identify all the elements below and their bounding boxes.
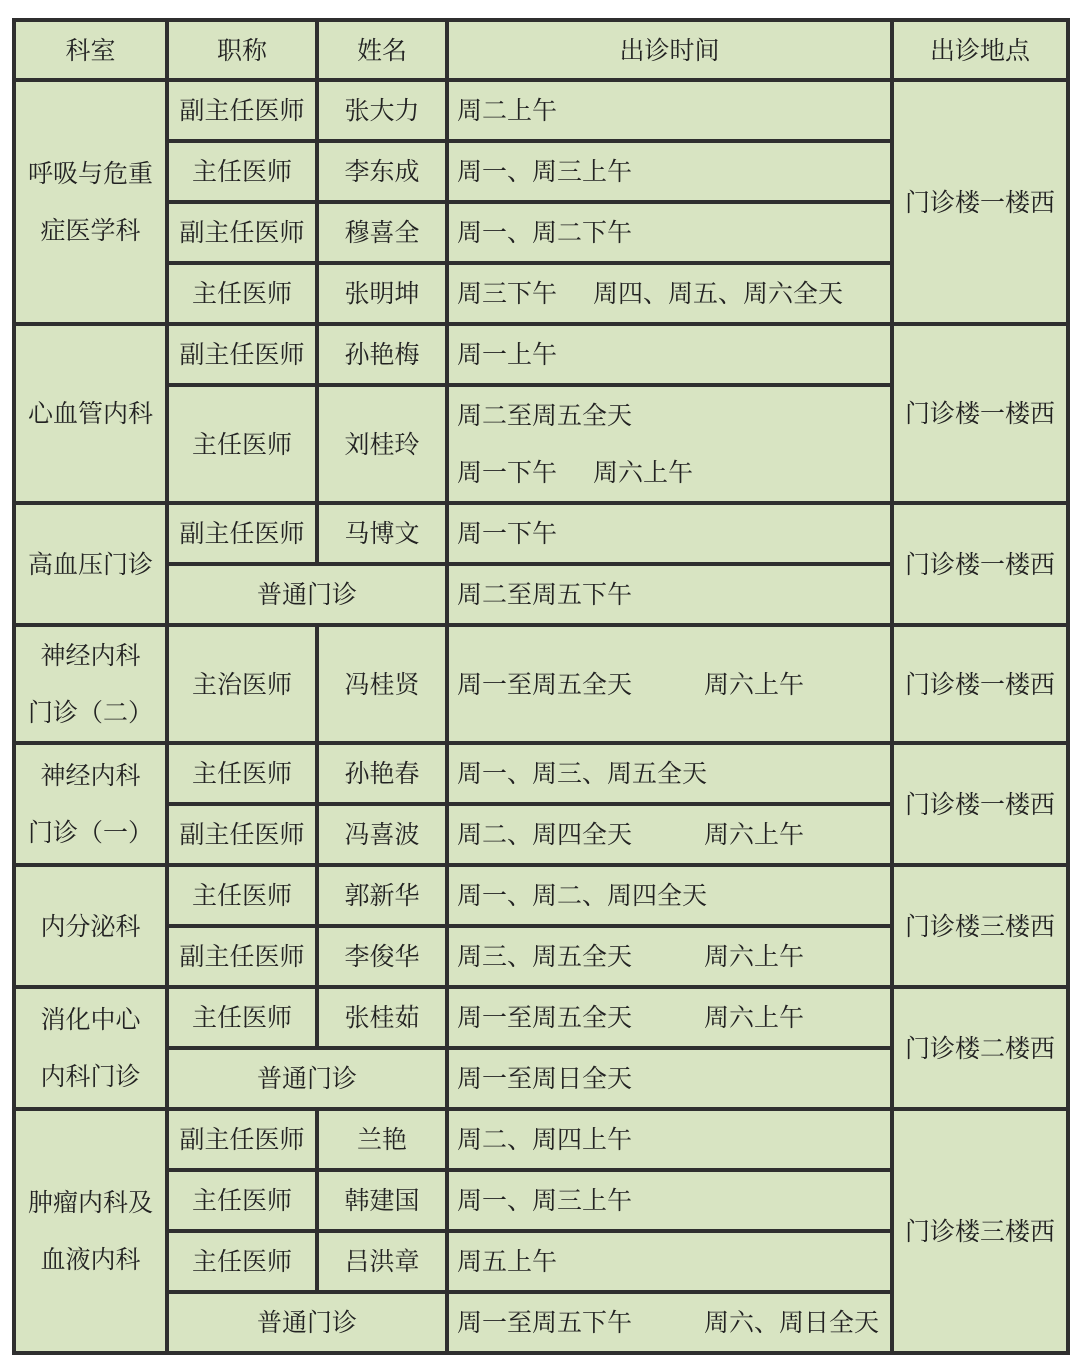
general-clinic-label: 普通门诊 bbox=[256, 1308, 357, 1337]
doctor-name-cell bbox=[317, 804, 447, 865]
doctor-name: 冯桂贤 bbox=[344, 669, 420, 699]
clinic-time-cell bbox=[447, 926, 892, 987]
doctor-name: 张大力 bbox=[344, 96, 420, 125]
doctor-name-cell bbox=[317, 865, 447, 926]
department-name-line: 内分泌科 bbox=[40, 911, 141, 941]
clinic-time-segment: 周二上午 bbox=[457, 96, 558, 125]
general-clinic-label: 普通门诊 bbox=[256, 1064, 357, 1093]
department-name-line: 高血压门诊 bbox=[27, 549, 153, 579]
doctor-name: 张桂茹 bbox=[344, 1003, 420, 1032]
clinic-time-segment: 周一、周二、周四全天 bbox=[457, 881, 708, 910]
doctor-name-cell bbox=[317, 1170, 447, 1231]
clinic-time-cell bbox=[447, 1109, 892, 1170]
department-cell bbox=[14, 324, 167, 503]
doctor-name-cell bbox=[317, 987, 447, 1048]
clinic-location: 门诊楼二楼西 bbox=[904, 1033, 1055, 1063]
table-row bbox=[14, 503, 1068, 564]
doctor-title: 主任医师 bbox=[191, 1003, 292, 1032]
doctor-title-cell bbox=[167, 80, 317, 141]
clinic-time-line bbox=[457, 82, 890, 139]
doctor-name-cell bbox=[317, 263, 447, 324]
doctor-name: 李俊华 bbox=[344, 942, 420, 971]
table-row bbox=[14, 80, 1068, 141]
location-cell bbox=[892, 625, 1068, 743]
clinic-time-segment: 周六上午 bbox=[593, 458, 694, 487]
doctor-title-cell bbox=[167, 263, 317, 324]
doctor-title: 副主任医师 bbox=[179, 1125, 305, 1154]
clinic-time-line bbox=[457, 566, 890, 623]
clinic-time-cell bbox=[447, 743, 892, 804]
clinic-time-line bbox=[457, 1111, 890, 1168]
doctor-name: 兰艳 bbox=[356, 1125, 407, 1154]
clinic-time-segment: 周三下午 bbox=[457, 279, 558, 308]
department-cell bbox=[14, 625, 167, 743]
clinic-time-segment: 周四、周五、周六全天 bbox=[593, 279, 844, 308]
clinic-location: 门诊楼一楼西 bbox=[904, 549, 1055, 579]
clinic-time-segment: 周二、周四上午 bbox=[457, 1125, 633, 1154]
clinic-time-line bbox=[457, 989, 890, 1046]
doctor-title: 副主任医师 bbox=[179, 942, 305, 971]
clinic-time-cell bbox=[447, 503, 892, 564]
doctor-title-cell bbox=[167, 926, 317, 987]
general-clinic-cell bbox=[167, 564, 447, 625]
clinic-time-segment: 周一至周五全天 bbox=[457, 669, 633, 699]
doctor-title: 副主任医师 bbox=[179, 340, 305, 369]
department-name-line: 消化中心 bbox=[40, 1005, 141, 1034]
doctor-title: 主任医师 bbox=[191, 1186, 292, 1215]
clinic-time-line bbox=[457, 444, 890, 501]
location-cell bbox=[892, 503, 1068, 625]
clinic-time-line bbox=[457, 326, 890, 383]
doctor-name-cell bbox=[317, 625, 447, 743]
header-time: 出诊时间 bbox=[447, 20, 892, 80]
clinic-time-segment: 周一下午 bbox=[457, 458, 558, 487]
doctor-title-cell bbox=[167, 1109, 317, 1170]
doctor-title: 主任医师 bbox=[191, 429, 292, 459]
clinic-time-line bbox=[457, 745, 890, 802]
doctor-title-cell bbox=[167, 743, 317, 804]
department-name-line: 门诊（二） bbox=[27, 698, 153, 727]
clinic-time-cell bbox=[447, 625, 892, 743]
location-cell bbox=[892, 80, 1068, 324]
doctor-name-cell bbox=[317, 743, 447, 804]
doctor-title: 副主任医师 bbox=[179, 96, 305, 125]
department-cell bbox=[14, 503, 167, 625]
doctor-title: 主任医师 bbox=[191, 1247, 292, 1276]
doctor-title: 主任医师 bbox=[191, 157, 292, 186]
clinic-location: 门诊楼三楼西 bbox=[904, 911, 1055, 941]
clinic-time-segment: 周二至周五下午 bbox=[457, 580, 633, 609]
clinic-time-segment: 周一至周五全天 bbox=[457, 1003, 633, 1032]
clinic-time-segment: 周一、周三上午 bbox=[457, 157, 633, 186]
clinic-location: 门诊楼一楼西 bbox=[904, 187, 1055, 217]
doctor-name-cell bbox=[317, 1109, 447, 1170]
doctor-name-cell bbox=[317, 926, 447, 987]
header-department: 科室 bbox=[14, 20, 167, 80]
doctor-name: 李东成 bbox=[344, 157, 420, 186]
clinic-time-segment: 周一上午 bbox=[457, 340, 558, 369]
table-row bbox=[14, 625, 1068, 743]
clinic-time-cell bbox=[447, 324, 892, 385]
doctor-title-cell bbox=[167, 503, 317, 564]
doctor-title: 主任医师 bbox=[191, 759, 292, 788]
clinic-time-cell bbox=[447, 80, 892, 141]
general-clinic-label: 普通门诊 bbox=[256, 580, 357, 609]
clinic-time-line bbox=[457, 656, 890, 713]
department-cell bbox=[14, 80, 167, 324]
clinic-time-line bbox=[457, 928, 890, 985]
department-name-line: 血液内科 bbox=[40, 1245, 141, 1274]
doctor-title: 主任医师 bbox=[191, 881, 292, 910]
doctor-title: 副主任医师 bbox=[179, 218, 305, 247]
doctor-name-cell bbox=[317, 324, 447, 385]
clinic-time-cell bbox=[447, 1048, 892, 1109]
clinic-time-segment: 周一至周日全天 bbox=[457, 1064, 633, 1093]
header-title: 职称 bbox=[167, 20, 317, 80]
doctor-title-cell bbox=[167, 202, 317, 263]
department-name-line: 门诊（一） bbox=[27, 818, 153, 847]
doctor-name-cell bbox=[317, 503, 447, 564]
clinic-time-cell bbox=[447, 141, 892, 202]
doctor-name-cell bbox=[317, 141, 447, 202]
department-name-line: 症医学科 bbox=[40, 216, 141, 245]
clinic-time-segment: 周一下午 bbox=[457, 519, 558, 548]
doctor-name-cell bbox=[317, 1231, 447, 1292]
clinic-time-line bbox=[457, 867, 890, 924]
clinic-time-segment: 周三、周五全天 bbox=[457, 942, 633, 971]
location-cell bbox=[892, 743, 1068, 865]
doctor-name: 穆喜全 bbox=[344, 218, 420, 247]
doctor-name: 张明坤 bbox=[344, 279, 420, 308]
clinic-time-cell bbox=[447, 987, 892, 1048]
doctor-name: 冯喜波 bbox=[344, 820, 420, 849]
location-cell bbox=[892, 865, 1068, 987]
doctor-title: 主治医师 bbox=[191, 669, 292, 699]
clinic-location: 门诊楼三楼西 bbox=[904, 1216, 1055, 1246]
doctor-title-cell bbox=[167, 625, 317, 743]
clinic-time-cell bbox=[447, 1231, 892, 1292]
department-name-line: 心血管内科 bbox=[27, 399, 153, 428]
clinic-time-segment: 周六上午 bbox=[704, 1003, 805, 1032]
clinic-time-line bbox=[457, 505, 890, 562]
clinic-time-segment: 周二至周五全天 bbox=[457, 401, 633, 430]
table-row bbox=[14, 1109, 1068, 1170]
clinic-time-line bbox=[457, 204, 890, 261]
table-row bbox=[14, 743, 1068, 804]
schedule-table-wrapper bbox=[12, 18, 1070, 1355]
doctor-title-cell bbox=[167, 865, 317, 926]
clinic-location: 门诊楼一楼西 bbox=[904, 669, 1055, 699]
clinic-time-cell bbox=[447, 1170, 892, 1231]
location-cell bbox=[892, 987, 1068, 1109]
doctor-title-cell bbox=[167, 324, 317, 385]
department-cell bbox=[14, 1109, 167, 1353]
clinic-time-cell bbox=[447, 804, 892, 865]
doctor-name: 马博文 bbox=[344, 519, 420, 548]
clinic-time-line bbox=[457, 387, 890, 444]
doctor-name: 孙艳春 bbox=[344, 759, 420, 788]
doctor-name-cell bbox=[317, 385, 447, 503]
doctor-title: 主任医师 bbox=[191, 279, 292, 308]
clinic-time-cell bbox=[447, 263, 892, 324]
table-row bbox=[14, 987, 1068, 1048]
clinic-time-line bbox=[457, 1233, 890, 1290]
general-clinic-cell bbox=[167, 1048, 447, 1109]
clinic-time-cell bbox=[447, 1292, 892, 1353]
header-location: 出诊地点 bbox=[892, 20, 1068, 80]
clinic-time-line bbox=[457, 1050, 890, 1107]
clinic-time-segment: 周一、周三上午 bbox=[457, 1186, 633, 1215]
clinic-time-line bbox=[457, 1172, 890, 1229]
department-name-line: 内科门诊 bbox=[40, 1062, 141, 1091]
department-name-line: 神经内科 bbox=[40, 761, 141, 790]
department-name-line: 神经内科 bbox=[40, 641, 141, 670]
header-row bbox=[14, 20, 1068, 80]
clinic-time-segment: 周六上午 bbox=[704, 820, 805, 849]
clinic-location: 门诊楼一楼西 bbox=[904, 399, 1055, 428]
doctor-title-cell bbox=[167, 987, 317, 1048]
department-cell bbox=[14, 865, 167, 987]
clinic-time-segment: 周一、周二下午 bbox=[457, 218, 633, 247]
doctor-title-cell bbox=[167, 385, 317, 503]
clinic-time-cell bbox=[447, 385, 892, 503]
clinic-time-cell bbox=[447, 202, 892, 263]
general-clinic-cell bbox=[167, 1292, 447, 1353]
table-row bbox=[14, 865, 1068, 926]
doctor-title: 副主任医师 bbox=[179, 519, 305, 548]
clinic-time-line bbox=[457, 265, 890, 322]
department-name-line: 肿瘤内科及 bbox=[27, 1188, 153, 1217]
department-name-line: 呼吸与危重 bbox=[27, 159, 153, 188]
table-row bbox=[14, 324, 1068, 385]
department-cell bbox=[14, 743, 167, 865]
doctor-name: 韩建国 bbox=[344, 1186, 420, 1215]
clinic-time-line bbox=[457, 1294, 890, 1351]
location-cell bbox=[892, 1109, 1068, 1353]
header-name: 姓名 bbox=[317, 20, 447, 80]
clinic-time-segment: 周六上午 bbox=[704, 669, 805, 699]
clinic-time-segment: 周一、周三、周五全天 bbox=[457, 759, 708, 788]
doctor-name: 孙艳梅 bbox=[344, 340, 420, 369]
doctor-name: 吕洪章 bbox=[344, 1247, 420, 1276]
clinic-schedule-table bbox=[12, 18, 1070, 1355]
clinic-time-segment: 周六上午 bbox=[704, 942, 805, 971]
doctor-title-cell bbox=[167, 1231, 317, 1292]
clinic-time-segment: 周五上午 bbox=[457, 1247, 558, 1276]
doctor-title: 副主任医师 bbox=[179, 820, 305, 849]
doctor-title-cell bbox=[167, 1170, 317, 1231]
clinic-time-segment: 周一至周五下午 bbox=[457, 1308, 633, 1337]
clinic-time-cell bbox=[447, 865, 892, 926]
department-cell bbox=[14, 987, 167, 1109]
doctor-title-cell bbox=[167, 804, 317, 865]
doctor-name-cell bbox=[317, 80, 447, 141]
clinic-location: 门诊楼一楼西 bbox=[904, 789, 1055, 819]
doctor-name: 刘桂玲 bbox=[344, 429, 420, 459]
clinic-time-cell bbox=[447, 564, 892, 625]
doctor-title-cell bbox=[167, 141, 317, 202]
location-cell bbox=[892, 324, 1068, 503]
clinic-time-line bbox=[457, 806, 890, 863]
doctor-name: 郭新华 bbox=[344, 881, 420, 910]
clinic-time-line bbox=[457, 143, 890, 200]
doctor-name-cell bbox=[317, 202, 447, 263]
clinic-time-segment: 周六、周日全天 bbox=[704, 1308, 880, 1337]
clinic-time-segment: 周二、周四全天 bbox=[457, 820, 633, 849]
